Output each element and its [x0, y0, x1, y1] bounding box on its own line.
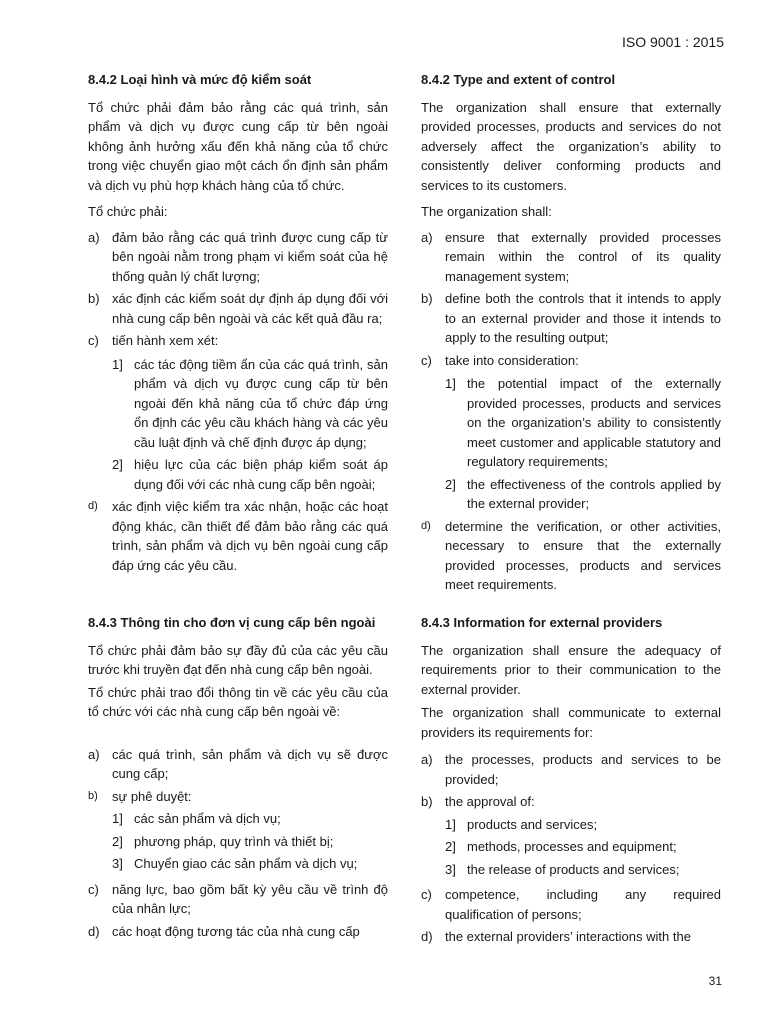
sub-item-text: các tác động tiềm ẩn của các quá trình, sản phẩm và dịch vụ được cung cấp từ bên ngoài đến khả năng của tổ chức đáp ứng ổn định các yêu cầu khách hàng và các yêu cầu luật định và chế định được áp dụng;: [134, 356, 388, 450]
sub-item-label: 2]: [112, 833, 123, 849]
sub-item: [88, 455, 388, 494]
sub-item-label: 2]: [112, 457, 123, 472]
sub-item-text: các sản phẩm và dịch vụ;: [134, 811, 281, 826]
item-text: sự phê duyệt:: [112, 788, 192, 804]
sub-item: [421, 860, 721, 880]
item-label: b): [421, 291, 433, 306]
list-item: [421, 228, 721, 287]
list-item: [421, 927, 721, 947]
section-title-vi: 8.4.2 Loại hình và mức độ kiểm soát: [88, 72, 312, 87]
sub-item-label: 1]: [445, 376, 456, 391]
item-text: các quá trình, sản phẩm và dịch vụ sẽ được cung cấp;: [112, 746, 388, 781]
item-label: c): [88, 333, 99, 348]
list-item: [88, 228, 388, 287]
item-label: a): [88, 229, 100, 245]
paragraph-en: The organization shall ensure the adequacy of requirements prior to their communication to the external provider.: [421, 642, 721, 697]
section-title-vi: 8.4.3 Thông tin cho đơn vị cung cấp bên ngoài: [88, 615, 376, 630]
sub-item: [88, 832, 388, 852]
page-number: 31: [708, 974, 722, 988]
sub-item-label: 3]: [445, 861, 456, 877]
standard-id: ISO 9001 : 2015: [622, 34, 724, 50]
item-text: the processes, products and services to be provided;: [445, 752, 721, 787]
list-item: [88, 331, 388, 351]
sub-item-label: 1]: [445, 816, 456, 832]
sub-item-label: 1]: [112, 356, 123, 372]
item-label: d): [88, 923, 100, 939]
lead-vi: Tổ chức phải:: [88, 204, 168, 219]
sub-item-text: the release of products and services;: [467, 861, 680, 877]
item-label: a): [421, 752, 433, 767]
sub-item-label: 2]: [445, 839, 456, 854]
en-column: [421, 613, 721, 947]
item-text: the external providers’ interactions with the: [445, 929, 691, 944]
item-text: competence, including any required qualification of persons;: [445, 887, 721, 922]
en-column: [421, 70, 721, 595]
item-label: b): [421, 794, 433, 809]
list-item: [88, 922, 388, 942]
list-item: [421, 351, 721, 371]
sub-item: [421, 374, 721, 472]
list-item: [88, 497, 388, 575]
list-item: [88, 289, 388, 328]
sub-item: [88, 355, 388, 453]
item-label: c): [421, 352, 432, 368]
sub-item-text: the potential impact of the externally provided processes, products and services on the organization’s ability to consistently meet customer and applicable statutory and regulatory requirements;: [467, 376, 721, 469]
item-label: a): [421, 229, 433, 245]
section-8-4-2: [88, 70, 721, 595]
paragraph-vi: Tổ chức phải trao đổi thông tin về các yêu cầu của tổ chức với các nhà cung cấp bên ngoài về:: [88, 684, 388, 719]
sub-item-text: products and services;: [467, 816, 598, 832]
item-text: xác định việc kiểm tra xác nhận, hoặc các hoạt động khác, cần thiết để đảm bảo rằng các quá trình, sản phẩm và dịch vụ bên ngoài cung cấp đáp ứng các yêu cầu.: [112, 499, 388, 573]
list-item: [88, 880, 388, 919]
item-text: đảm bảo rằng các quá trình được cung cấp từ bên ngoài nằm trong phạm vi kiểm soát của hệ thống quản lý chất lượng;: [112, 229, 388, 284]
sub-item-text: phương pháp, quy trình và thiết bị;: [134, 833, 334, 849]
section-8-4-3: [88, 613, 721, 947]
list-item: [421, 289, 721, 348]
section-title-en: 8.4.3 Information for external providers: [421, 615, 663, 630]
item-text: xác định các kiểm soát dự định áp dụng đối với nhà cung cấp bên ngoài và các kết quả đầu ra;: [112, 291, 388, 326]
paragraph-en: The organization shall communicate to external providers its requirements for:: [421, 705, 721, 740]
sub-item: [421, 837, 721, 857]
sub-item-text: methods, processes and equipment;: [467, 839, 677, 854]
item-label: a): [88, 746, 100, 762]
list-item: [421, 885, 721, 924]
paragraph-vi: Tổ chức phải đảm bảo sự đầy đủ của các yêu cầu trước khi truyền đạt đến nhà cung cấp bên ngoài.: [88, 642, 388, 677]
item-text: define both the controls that it intends to apply to an external provider and those it intends to apply to the resulting output;: [445, 291, 721, 345]
paragraph-vi: Tổ chức phải đảm bảo rằng các quá trình, sản phẩm và dịch vụ được cung cấp từ bên ngoài không ảnh hưởng xấu đến khả năng của tổ chức trong việc chuyển giao một cách ổn định sản phẩm và dịch vụ phù hợp khách hàng của tổ chức.: [88, 99, 388, 193]
list-item: [88, 745, 388, 784]
sub-item-label: 2]: [445, 476, 456, 492]
sub-item-label: 3]: [112, 856, 123, 871]
item-label: c): [421, 887, 432, 902]
item-label: b): [88, 789, 98, 802]
lead-en: The organization shall:: [421, 204, 552, 219]
item-text: take into consideration:: [445, 352, 579, 368]
item-label: d): [421, 519, 431, 532]
vi-column: [88, 613, 388, 947]
list-item: [421, 517, 721, 595]
item-label: b): [88, 291, 100, 306]
sub-item-text: Chuyển giao các sản phẩm và dịch vụ;: [134, 856, 358, 871]
item-text: tiến hành xem xét:: [112, 333, 219, 348]
item-text: the approval of:: [445, 794, 535, 809]
item-label: d): [421, 929, 433, 944]
sub-item: [421, 475, 721, 514]
item-text: determine the verification, or other activities, necessary to ensure that the externally provided processes, products and services meet requirements.: [445, 518, 721, 592]
section-title-en: 8.4.2 Type and extent of control: [421, 72, 616, 87]
vi-column: [88, 70, 388, 595]
list-item: [421, 792, 721, 812]
sub-item-text: the effectiveness of the controls applied by the external provider;: [467, 476, 721, 511]
sub-item-label: 1]: [112, 811, 123, 826]
sub-item-text: hiệu lực của các biện pháp kiểm soát áp dụng đối với các nhà cung cấp bên ngoài;: [134, 457, 388, 492]
sub-item: [421, 815, 721, 835]
sub-item: [88, 809, 388, 829]
item-label: c): [88, 881, 99, 897]
item-text: ensure that externally provided processes remain within the control of its quality management system;: [445, 229, 721, 284]
item-text: các hoạt động tương tác của nhà cung cấp: [112, 923, 360, 939]
list-item: [88, 787, 388, 807]
item-label: d): [88, 500, 98, 512]
paragraph-en: The organization shall ensure that externally provided processes, products and services do not adversely affect the organization’s ability to consistently deliver conforming products and services to its customers.: [421, 99, 721, 193]
list-item: [421, 750, 721, 789]
sub-item: [88, 854, 388, 874]
item-text: năng lực, bao gồm bất kỳ yêu cầu về trình độ của nhân lực;: [112, 881, 388, 916]
